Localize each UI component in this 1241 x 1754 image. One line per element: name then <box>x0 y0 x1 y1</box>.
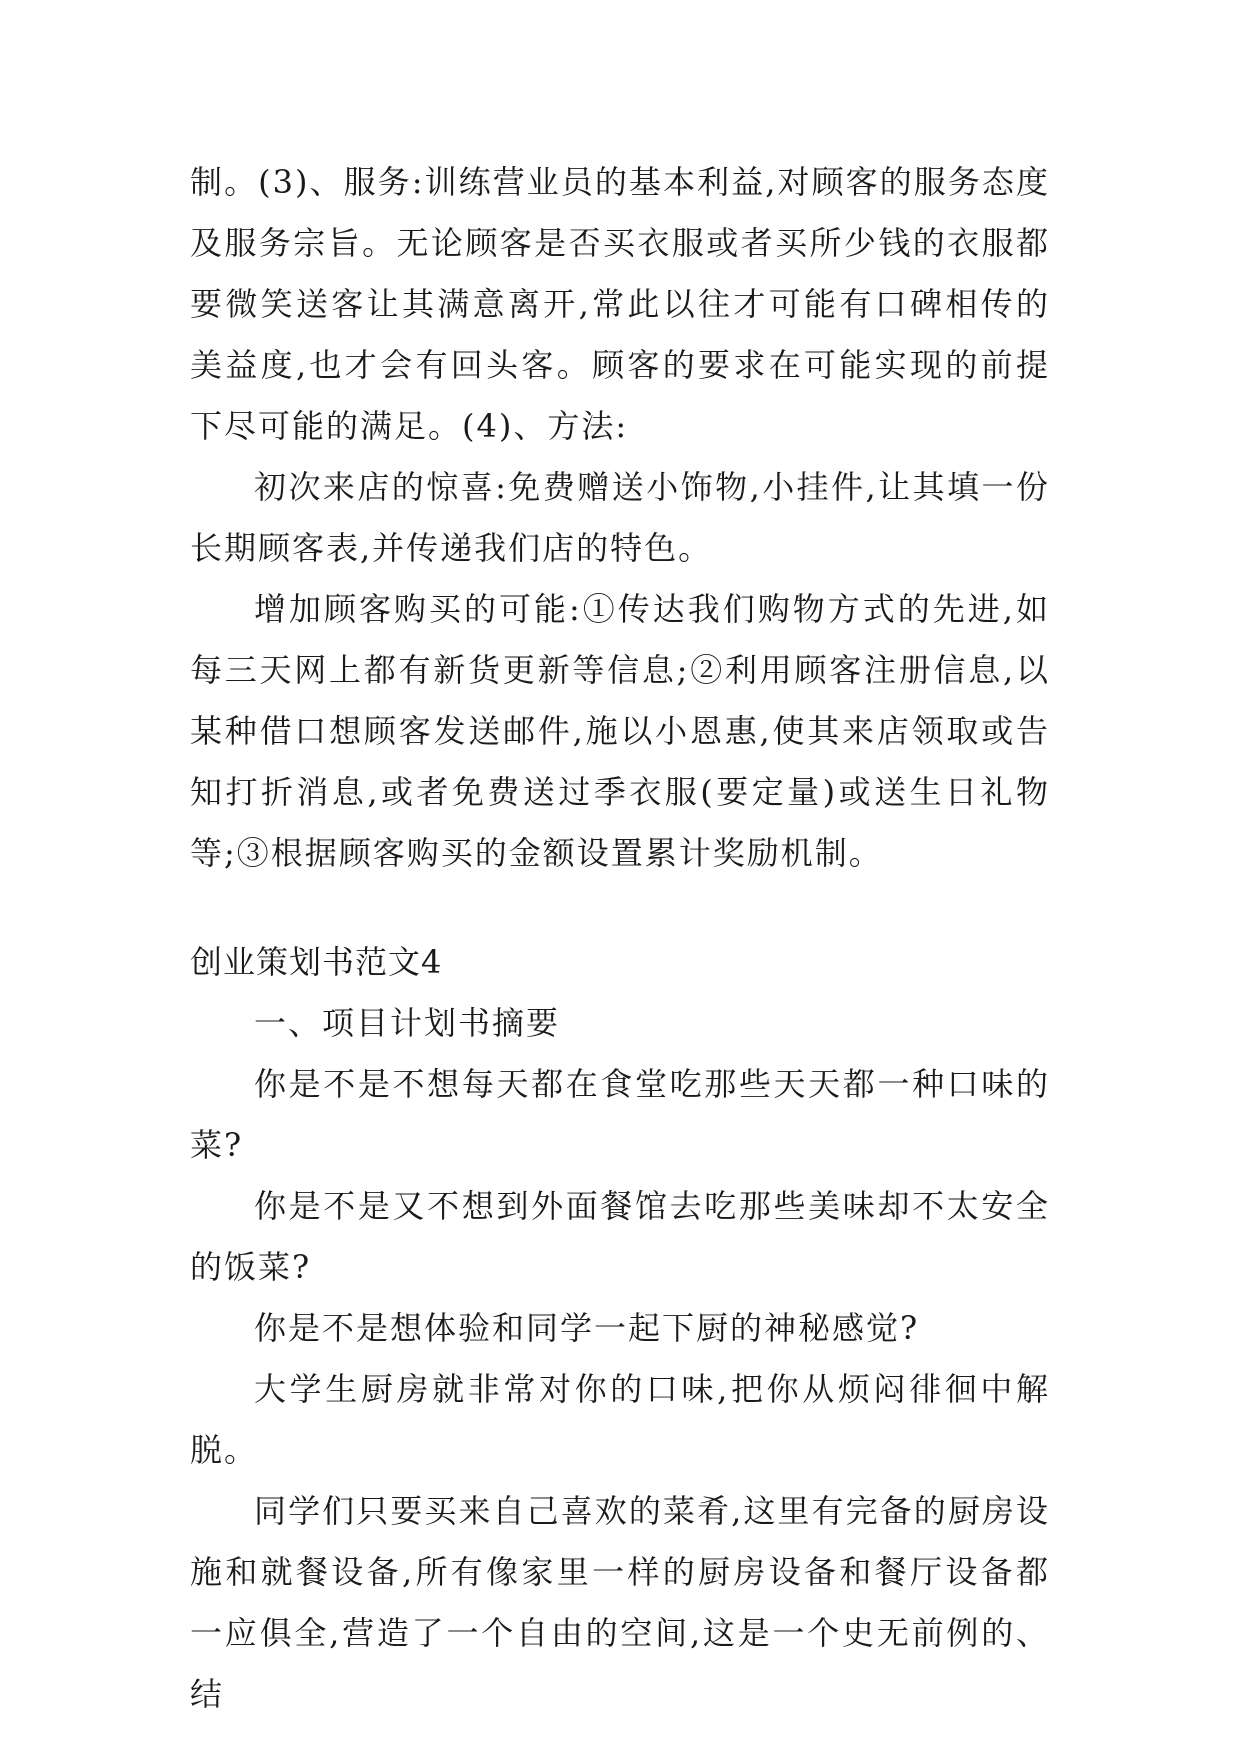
document-body <box>190 152 1050 1725</box>
paragraph-student-kitchen: 大学生厨房就非常对你的口味,把你从烦闷徘徊中解脱。 <box>190 1370 1050 1469</box>
paragraph-service-method: 制。(3)、服务:训练营业员的基本利益,对顾客的服务态度及服务宗旨。无论顾客是否买衣服或者买所少钱的衣服都要微笑送客让其满意离开,常此以往才可能有口碑相传的美益度,也才会有回头客。顾客的要求在可能实现的前提下尽可能的满足。(4)、方法: <box>190 163 1050 445</box>
paragraph-facilities: 同学们只要买来自己喜欢的菜肴,这里有完备的厨房设施和就餐设备,所有像家里一样的厨房设备和餐厅设备都一应俱全,营造了一个自由的空间,这是一个史无前例的、结 <box>190 1492 1050 1713</box>
subheading-project-summary: 一、项目计划书摘要 <box>254 1004 561 1042</box>
paragraph-question-canteen: 你是不是不想每天都在食堂吃那些天天都一种口味的菜? <box>190 1065 1050 1164</box>
paragraph-first-visit: 初次来店的惊喜:免费赠送小饰物,小挂件,让其填一份长期顾客表,并传递我们店的特色。 <box>190 468 1050 567</box>
paragraph-question-cooking: 你是不是想体验和同学一起下厨的神秘感觉? <box>254 1309 920 1347</box>
section-title: 创业策划书范文4 <box>190 943 443 981</box>
paragraph-increase-purchase: 增加顾客购买的可能:①传达我们购物方式的先进,如每三天网上都有新货更新等信息;②利用顾客注册信息,以某种借口想顾客发送邮件,施以小恩惠,使其来店领取或告知打折消息,或者免费送过季衣服(要定量)或送生日礼物等;③根据顾客购买的金额设置累计奖励机制。 <box>190 590 1050 872</box>
paragraph-question-restaurant: 你是不是又不想到外面餐馆去吃那些美味却不太安全的饭菜? <box>190 1187 1050 1286</box>
